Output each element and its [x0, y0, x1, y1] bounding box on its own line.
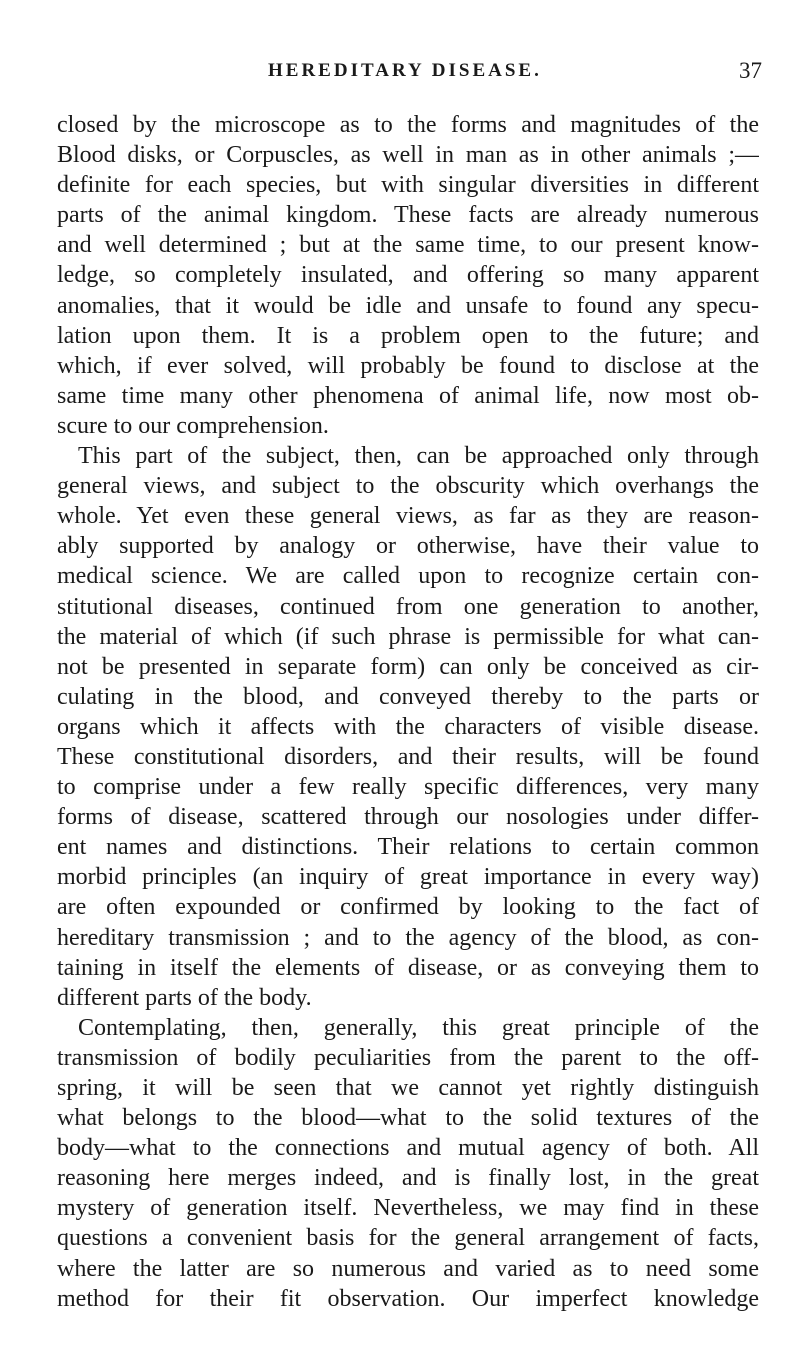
text-line: lation upon them. It is a problem open to the future; and [57, 322, 759, 349]
text-line: taining in itself the elements of disease, or as conveying them to [57, 954, 759, 981]
text-line: are often expounded or confirmed by looking to the fact of [57, 894, 759, 921]
text-line: organs which it affects with the characters of visible disease. [57, 713, 759, 740]
text-line: ent names and distinctions. Their relations to certain common [57, 834, 759, 861]
text-line: not be presented in separate form) can only be conceived as cir- [57, 653, 759, 680]
text-line: which, if ever solved, will probably be found to disclose at the [57, 352, 759, 379]
text-line: whole. Yet even these general views, as far as they are reason- [57, 503, 759, 530]
text-line: what belongs to the blood—what to the solid textures of the [57, 1105, 759, 1132]
text-line: anomalies, that it would be idle and unsafe to found any specu- [57, 292, 759, 319]
text-line: where the latter are so numerous and varied as to need some [57, 1255, 759, 1282]
text-line: reasoning here merges indeed, and is finally lost, in the great [57, 1165, 759, 1192]
text-line: spring, it will be seen that we cannot yet rightly distinguish [57, 1075, 759, 1101]
text-line: hereditary transmission ; and to the agency of the blood, as con- [57, 924, 759, 951]
text-line: ably supported by analogy or otherwise, have their value to [57, 533, 759, 560]
text-line: questions a convenient basis for the general arrangement of facts, [57, 1225, 759, 1252]
text-line: scure to our comprehension. [57, 412, 329, 439]
text-line: general views, and subject to the obscurity which overhangs the [57, 473, 759, 500]
text-line: culating in the blood, and conveyed thereby to the parts or [57, 683, 759, 710]
text-line: Blood disks, or Corpuscles, as well in man as in other animals ;— [57, 142, 759, 169]
text-line: mystery of generation itself. Nevertheless, we may find in these [57, 1195, 759, 1222]
text-line: medical science. We are called upon to recognize certain con- [57, 563, 759, 590]
text-line: method for their fit observation. Our imperfect knowledge [57, 1285, 759, 1312]
text-line: morbid principles (an inquiry of great importance in every way) [57, 864, 759, 891]
text-line: Contemplating, then, generally, this great principle of the [78, 1014, 759, 1041]
text-line: transmission of bodily peculiarities from the parent to the off- [57, 1044, 759, 1071]
text-line: the material of which (if such phrase is permissible for what can- [57, 623, 759, 650]
page-number: 37 [739, 58, 762, 83]
text-line: body—what to the connections and mutual agency of both. All [57, 1135, 759, 1162]
text-line: to comprise under a few really specific differences, very many [57, 774, 759, 801]
text-line: parts of the animal kingdom. These facts are already numerous [57, 202, 759, 229]
text-line: ledge, so completely insulated, and offering so many apparent [57, 262, 759, 289]
text-line: stitutional diseases, continued from one generation to another, [57, 593, 759, 620]
text-line: forms of disease, scattered through our nosologies under differ- [57, 804, 759, 831]
text-line: definite for each species, but with singular diversities in different [57, 172, 759, 199]
text-line: This part of the subject, then, can be approached only through [78, 443, 759, 470]
running-head: HEREDITARY DISEASE. [268, 60, 542, 81]
body-text [57, 110, 759, 1314]
text-line: These constitutional disorders, and their results, will be found [57, 743, 759, 770]
text-line: closed by the microscope as to the forms and magnitudes of the [57, 112, 759, 138]
text-line: different parts of the body. [57, 984, 312, 1011]
text-line: and well determined ; but at the same time, to our present know- [57, 232, 759, 259]
text-line: same time many other phenomena of animal life, now most ob- [57, 382, 759, 409]
